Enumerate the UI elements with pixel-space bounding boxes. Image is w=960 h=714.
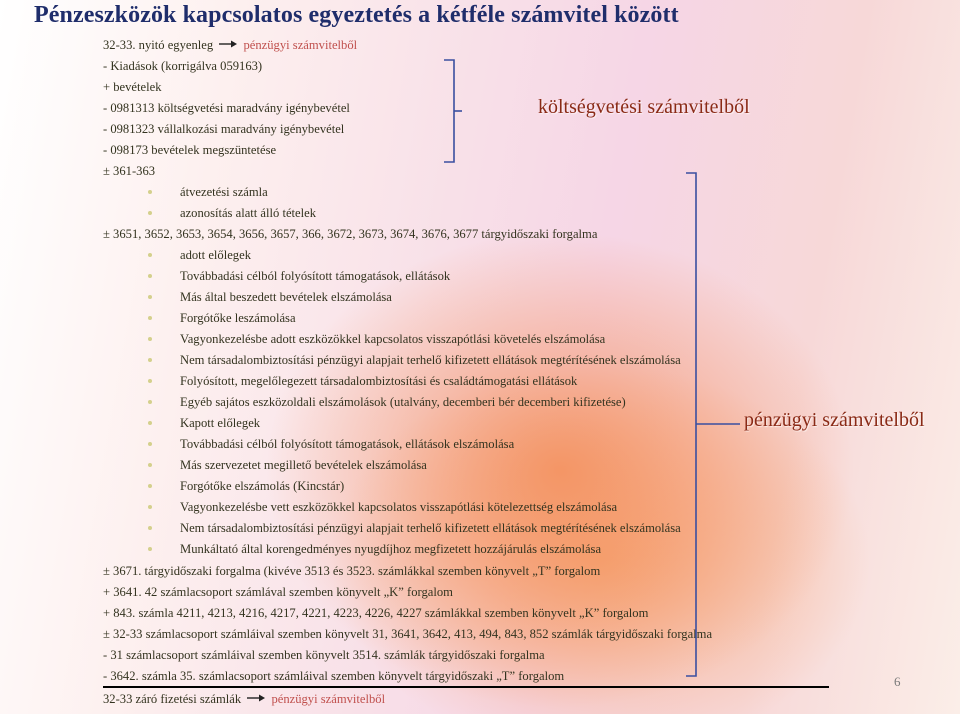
sub-item: Más szervezetet megillető bevételek elszámolása <box>180 458 427 472</box>
text-line: - 0981313 költségvetési maradvány igénybevétel <box>103 101 350 115</box>
sub-item: Kapott előlegek <box>180 416 261 430</box>
sub-item: Vagyonkezelésbe adott eszközökkel kapcsolatos visszapótlási követelés elszámolása <box>180 332 606 346</box>
sub-item: adott előlegek <box>180 248 251 262</box>
sub-item: átvezetési számla <box>180 185 268 199</box>
text-line: - 31 számlacsoport számláival szemben könyvelt 3514. számlák tárgyidőszaki forgalma <box>103 648 545 662</box>
closing-balance-source: pénzügyi számvitelből <box>271 692 386 706</box>
text-line: ± 32-33 számlacsoport számláival szemben könyvelt 31, 3641, 3642, 413, 494, 843, 852 számlák tárgyidőszaki forgalma <box>103 627 713 641</box>
sub-item: Más által beszedett bevételek elszámolása <box>180 290 392 304</box>
text-line: ± 3671. tárgyidőszaki forgalma (kivéve 3513 és 3523. számlákkal szemben könyvelt „T” forgalom <box>103 564 601 578</box>
text-line: ± 3651, 3652, 3653, 3654, 3656, 3657, 366, 3672, 3673, 3674, 3676, 3677 tárgyidőszaki forgalma <box>103 227 598 241</box>
sub-item: Folyósított, megelőlegezett társadalombiztosítási és családtámogatási ellátások <box>180 374 578 388</box>
text-line: + 843. számla 4211, 4213, 4216, 4217, 4221, 4223, 4226, 4227 számlákkal szemben könyvelt „K” forgalom <box>103 606 649 620</box>
opening-balance-prefix: 32-33. nyitó egyenleg <box>103 38 214 52</box>
financial-accounting-label: pénzügyi számvitelből <box>744 409 925 431</box>
budget-bracket <box>444 60 454 162</box>
sub-item: Továbbadási célból folyósított támogatások, ellátások elszámolása <box>180 437 515 451</box>
sub-item: Vagyonkezelésbe vett eszközökkel kapcsolatos visszapótlási kötelezettség elszámolása <box>180 500 618 514</box>
text-line: - 3642. számla 35. számlacsoport számláival szemben könyvelt tárgyidőszaki „T” forgalom <box>103 669 565 683</box>
financial-bracket <box>686 173 696 676</box>
text-line: + bevételek <box>103 80 162 94</box>
text-line: ± 361-363 <box>103 164 156 178</box>
sub-item: Nem társadalombiztosítási pénzügyi alapjait terhelő kifizetett ellátások megtérítésének elszámolása <box>180 353 681 367</box>
budget-accounting-label: költségvetési számvitelből <box>538 96 750 118</box>
closing-balance-prefix: 32-33 záró fizetési számlák <box>103 692 242 706</box>
opening-balance-source: pénzügyi számvitelből <box>243 38 358 52</box>
page-title: Pénzeszközök kapcsolatos egyeztetés a kétféle számvitel között <box>34 2 679 28</box>
sub-item: Egyéb sajátos eszközoldali elszámolások (utalvány, decemberi bér decemberi kifizetése) <box>180 395 626 409</box>
sub-item: Forgótőke elszámolás (Kincstár) <box>180 479 345 493</box>
sub-item: Munkáltató által korengedményes nyugdíjhoz megfizetett hozzájárulás elszámolása <box>180 542 602 556</box>
text-line: - Kiadások (korrigálva 059163) <box>103 59 263 73</box>
sub-item: azonosítás alatt álló tételek <box>180 206 317 220</box>
text-line: + 3641. 42 számlacsoport számlával szemben könyvelt „K” forgalom <box>103 585 453 599</box>
page-number: 6 <box>894 674 901 689</box>
sub-item: Forgótőke leszámolása <box>180 311 296 325</box>
text-line: - 098173 bevételek megszüntetése <box>103 143 277 157</box>
text-line: - 0981323 vállalkozási maradvány igénybevétel <box>103 122 345 136</box>
sub-item: Nem társadalombiztosítási pénzügyi alapjait terhelő kifizetett ellátások megtérítésének elszámolása <box>180 521 681 535</box>
sub-item: Továbbadási célból folyósított támogatások, ellátások <box>180 269 451 283</box>
